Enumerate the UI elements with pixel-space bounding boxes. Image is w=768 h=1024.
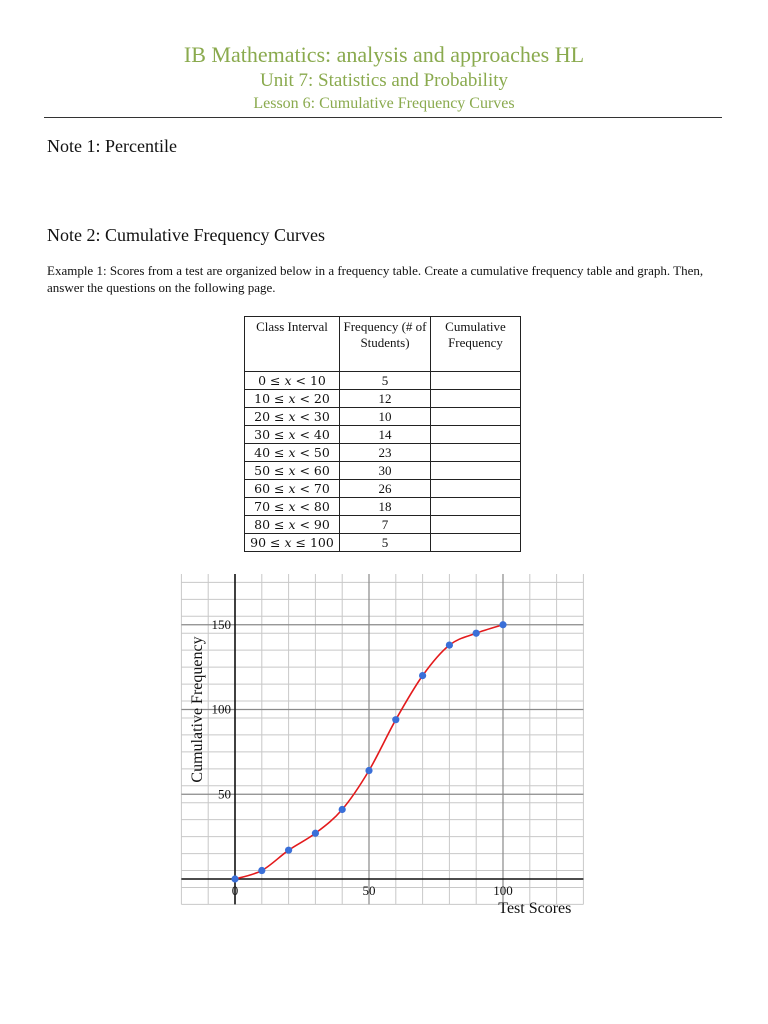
cumulative-frequency-chart [180,574,600,924]
cell-cumulative[interactable] [431,516,521,534]
cell-interval: 40 ≤ 𝑥 < 50 [245,444,340,462]
data-point [285,847,292,854]
header-class-interval: Class Interval [245,317,340,372]
cell-interval: 0 ≤ 𝑥 < 10 [245,372,340,390]
cell-cumulative[interactable] [431,426,521,444]
table-row [245,408,521,426]
cell-interval: 30 ≤ 𝑥 < 40 [245,426,340,444]
cell-interval: 20 ≤ 𝑥 < 30 [245,408,340,426]
cell-frequency: 14 [340,426,431,444]
cell-frequency: 30 [340,462,431,480]
table-row [245,480,521,498]
x-tick-label: 50 [362,883,376,898]
data-point [339,806,346,813]
cell-cumulative[interactable] [431,480,521,498]
data-point [419,672,426,679]
cell-cumulative[interactable] [431,498,521,516]
data-point [499,621,506,628]
y-tick-label: 150 [211,616,231,632]
cell-cumulative[interactable] [431,390,521,408]
cell-frequency: 5 [340,534,431,552]
y-tick-label: 100 [211,701,231,717]
cell-interval: 80 ≤ 𝑥 < 90 [245,516,340,534]
table-row [245,426,521,444]
unit-title: Unit 7: Statistics and Probability [259,70,509,91]
course-title: IB Mathematics: analysis and approaches HL [183,42,585,67]
cell-frequency: 12 [340,390,431,408]
table-row [245,534,521,552]
cell-interval: 10 ≤ 𝑥 < 20 [245,390,340,408]
table-row [245,498,521,516]
x-axis-title: Test Scores [498,900,572,917]
cell-cumulative[interactable] [431,534,521,552]
data-point [258,867,265,874]
table-row [245,444,521,462]
data-point [473,630,480,637]
cell-frequency: 7 [340,516,431,534]
cell-cumulative[interactable] [431,462,521,480]
data-point [231,875,238,882]
data-point [365,767,372,774]
cell-frequency: 26 [340,480,431,498]
table-row [245,372,521,390]
cell-cumulative[interactable] [431,372,521,390]
table-header-row [245,317,521,372]
frequency-table [244,316,521,552]
lesson-title: Lesson 6: Cumulative Frequency Curves [253,95,515,112]
table-row [245,390,521,408]
table-row [245,516,521,534]
cell-cumulative[interactable] [431,408,521,426]
header-divider [44,117,722,118]
data-point [446,641,453,648]
cell-interval: 50 ≤ 𝑥 < 60 [245,462,340,480]
data-point [392,716,399,723]
header-frequency: Frequency (# of Students) [340,317,431,372]
y-tick-label: 50 [218,786,231,802]
note-2-heading: Note 2: Cumulative Frequency Curves [47,225,325,245]
cell-frequency: 18 [340,498,431,516]
y-axis-title: Cumulative Frequency [189,636,206,783]
cell-frequency: 23 [340,444,431,462]
cell-interval: 60 ≤ 𝑥 < 70 [245,480,340,498]
header-cumulative-frequency: Cumulative Frequency [431,317,521,372]
table-row [245,462,521,480]
x-tick-label: 100 [493,883,513,898]
cell-frequency: 10 [340,408,431,426]
x-tick-label: 0 [231,883,239,898]
cell-frequency: 5 [340,372,431,390]
example-1-text: Example 1: Scores from a test are organized below in a frequency table. Create a cumulative frequency table and graph. Then, answer the questions on the following page. [47,263,704,295]
data-point [312,830,319,837]
cell-interval: 90 ≤ 𝑥 ≤ 100 [245,534,340,552]
cell-interval: 70 ≤ 𝑥 < 80 [245,498,340,516]
cell-cumulative[interactable] [431,444,521,462]
note-1-heading: Note 1: Percentile [47,136,177,156]
